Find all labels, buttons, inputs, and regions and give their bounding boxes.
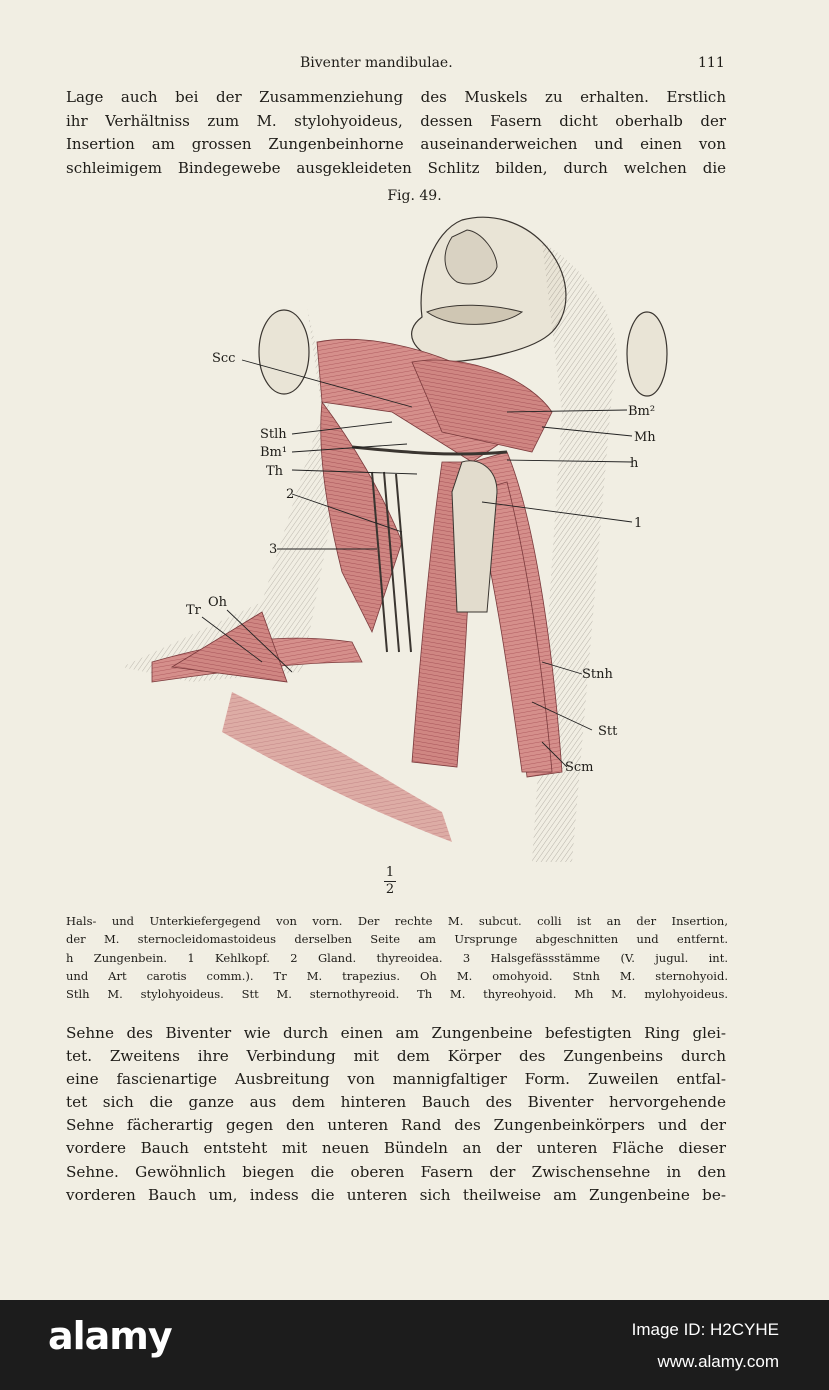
stock-footer [0, 1300, 829, 1390]
text-line: Insertion am grossen Zungenbeinhorne auseinanderweichen und einen von [66, 135, 726, 153]
figure-caption [66, 912, 728, 1003]
scale-fraction [370, 866, 410, 897]
caption-line: h Zungenbein. 1 Kehlkopf. 2 Gland. thyreoidea. 3 Halsgefässstämme (V. jugul. int. [66, 950, 728, 965]
larynx [452, 461, 497, 612]
caption-line: Stlh M. stylohyoideus. Stt M. sternothyreoid. Th M. thyreohyoid. Mh M. mylohyoideus. [66, 987, 728, 1002]
image-id: Image ID: H2CYHE [631, 1320, 779, 1339]
text-line: Sehne des Biventer wie durch einen am Zungenbeine befestigten Ring glei- [66, 1024, 726, 1042]
label-tr: Tr [186, 603, 201, 618]
label-3: 3 [269, 542, 278, 557]
label-1: 1 [634, 516, 643, 531]
label-scm: Scm [565, 760, 594, 775]
page-number: 111 [698, 55, 725, 71]
intro-paragraph [66, 86, 726, 180]
text-line: schleimigem Bindegewebe ausgekleideten Schlitz bilden, durch welchen die [66, 158, 726, 177]
text-line: tet. Zweitens ihre Verbindung mit dem Körper des Zungenbeins durch [66, 1047, 726, 1066]
label-h: h [630, 456, 639, 471]
text-line: Sehne fächerartig gegen den unteren Rand des Zungenbeinkörpers und der [66, 1116, 726, 1135]
label-stt: Stt [598, 724, 618, 739]
text-line: eine fascienartige Ausbreitung von mannigfaltiger Form. Zuweilen entfal- [66, 1070, 726, 1089]
text-line: Sehne. Gewöhnlich biegen die oberen Fasern der Zwischensehne in den [66, 1162, 726, 1181]
label-bm2: Bm² [628, 404, 656, 419]
caption-line: Hals- und Unterkiefergegend von vorn. Der rechte M. subcut. colli ist an der Insertion, [66, 914, 728, 928]
label-mh: Mh [634, 430, 656, 445]
right-ear [627, 312, 667, 396]
label-th: Th [266, 464, 284, 479]
anatomical-illustration [112, 212, 732, 862]
scale-numerator: 1 [385, 865, 395, 880]
caption-line: der M. sternocleidomastoideus derselben Seite am Ursprunge abgeschnitten und entfernt. [66, 932, 728, 947]
mylohyoid-muscle [412, 360, 552, 452]
label-scc: Scc [212, 351, 236, 366]
text-line: ihr Verhältniss zum M. stylohyoideus, dessen Fasern dicht oberhalb der [66, 111, 726, 130]
label-bm1: Bm¹ [260, 445, 288, 460]
label-2: 2 [286, 487, 295, 502]
caption-line: und Art carotis comm.). Tr M. trapezius. Oh M. omohyoid. Stnh M. sternohyoid. [66, 968, 728, 983]
scale-denominator: 2 [385, 882, 395, 897]
alamy-logo: alamy [48, 1314, 172, 1358]
label-oh: Oh [208, 595, 228, 610]
stock-url: www.alamy.com [657, 1352, 779, 1371]
label-stlh: Stlh [260, 427, 287, 442]
text-line: vorderen Bauch um, indess die unteren sich theilweise am Zungenbeine be- [66, 1185, 726, 1204]
face-outline [412, 217, 566, 362]
text-line: tet sich die ganze aus dem hinteren Bauch des Biventer hervorgehende [66, 1093, 726, 1112]
figure-label: Fig. 49. [387, 188, 442, 204]
body-paragraph [66, 1022, 726, 1207]
text-line: Lage auch bei der Zusammenziehung des Muskels zu erhalten. Erstlich [66, 88, 726, 106]
label-stnh: Stnh [582, 667, 613, 682]
text-line: vordere Bauch entsteht mit neuen Bündeln an der unteren Fläche dieser [66, 1139, 726, 1158]
running-title: Biventer mandibulae. [300, 55, 453, 71]
left-ear [259, 310, 309, 394]
thyrohyoid-muscle [321, 402, 402, 632]
